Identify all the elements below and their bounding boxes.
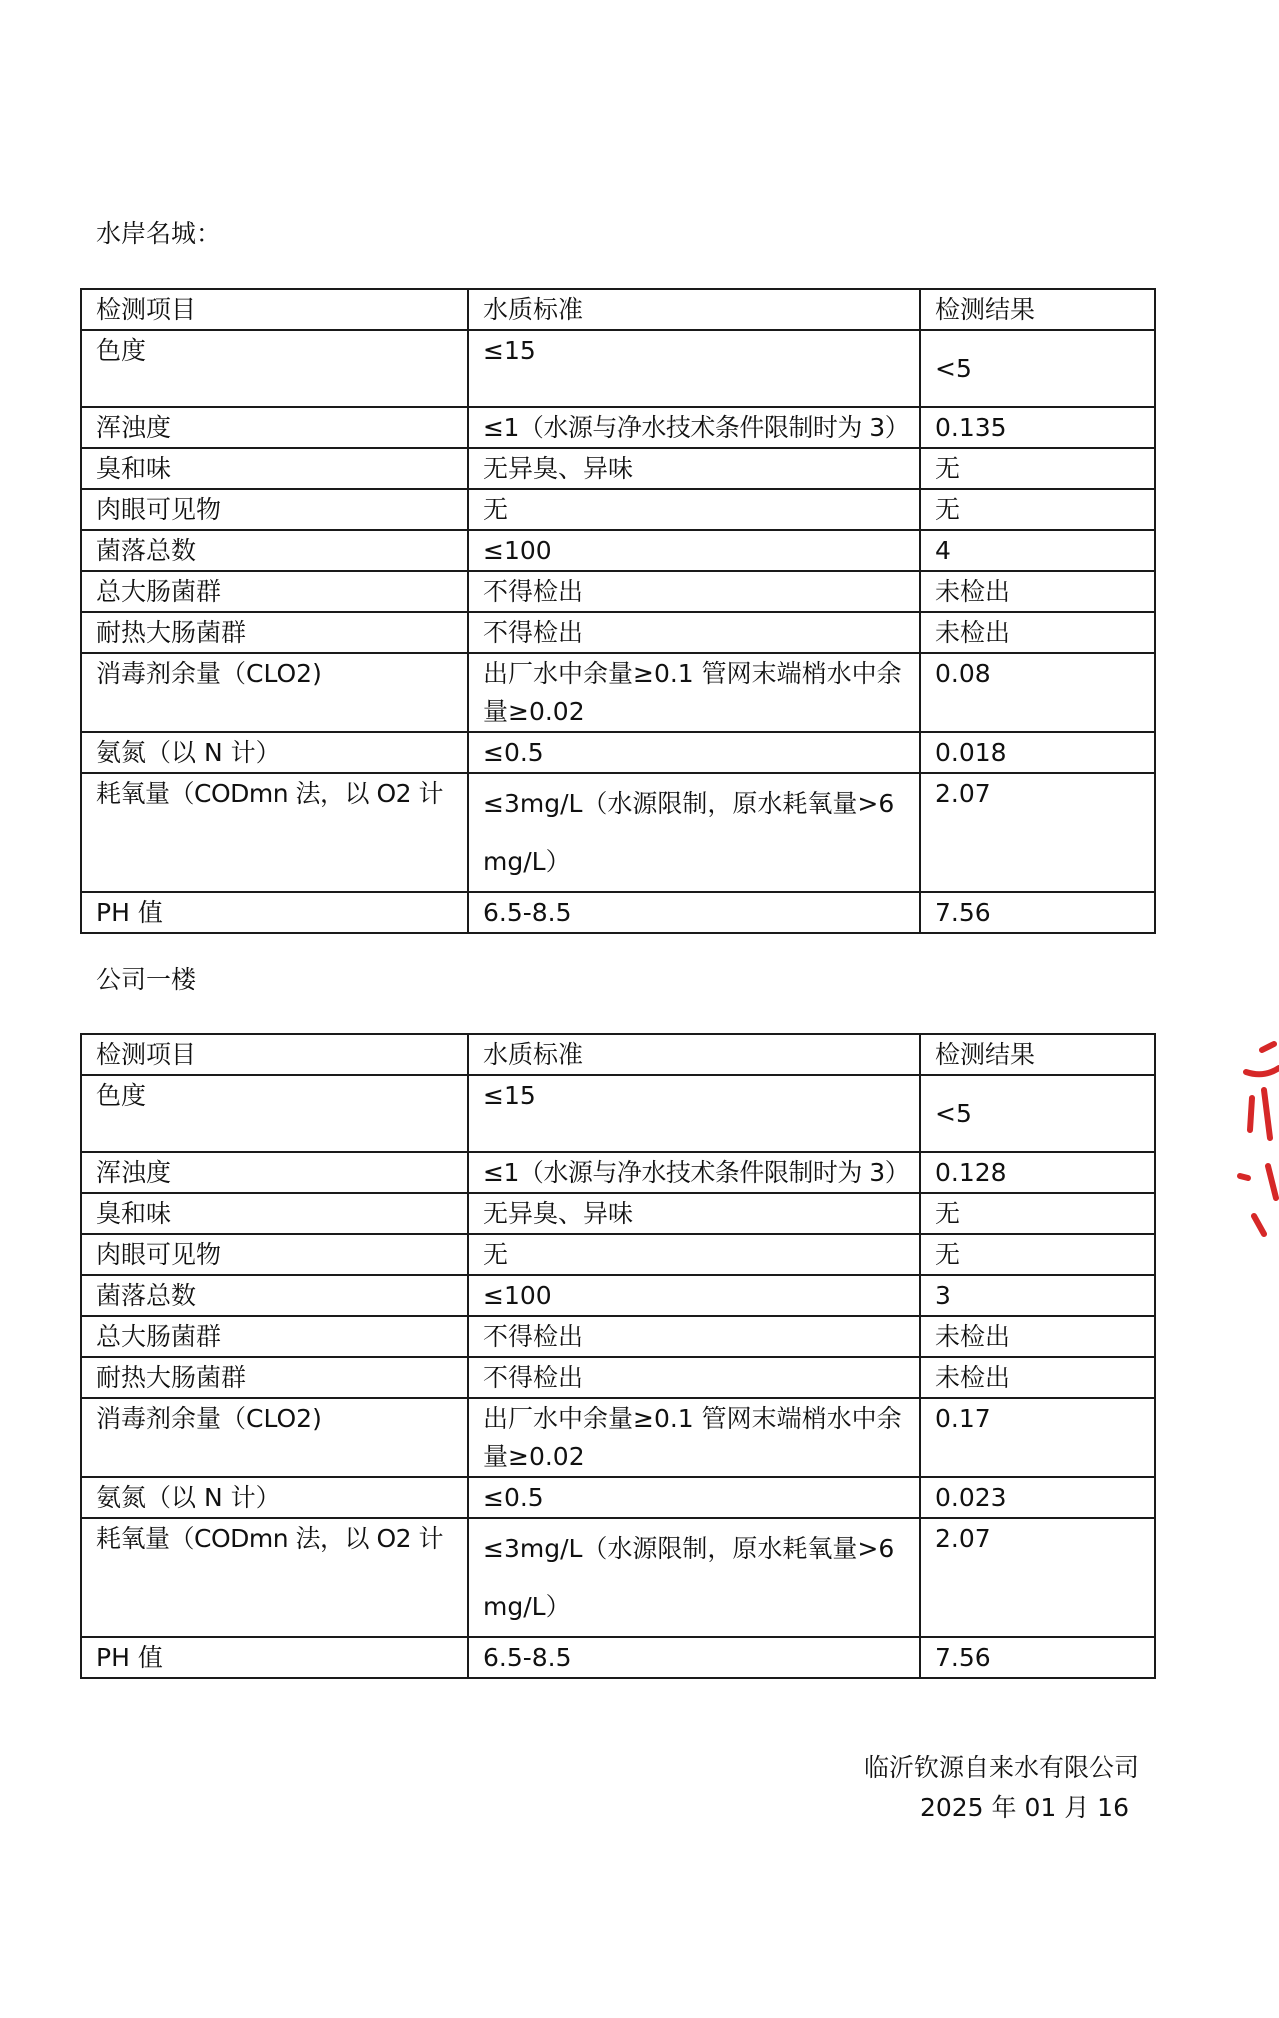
table-row	[81, 612, 1155, 653]
table-row	[81, 530, 1155, 571]
section-title-1: 水岸名城：	[96, 219, 222, 248]
cell-standard: ≤1（水源与净水技术条件限制时为 3）	[468, 1152, 920, 1193]
table-row	[81, 1316, 1155, 1357]
cell-standard: 不得检出	[468, 1357, 920, 1398]
cell-standard: 6.5-8.5	[468, 1637, 920, 1678]
table-header-row	[81, 1034, 1155, 1075]
water-quality-table-2	[80, 1033, 1156, 1679]
cell-result: 未检出	[920, 1357, 1155, 1398]
cell-standard: ≤1（水源与净水技术条件限制时为 3）	[468, 407, 920, 448]
cell-standard: 出厂水中余量≥0.1 管网末端梢水中余量≥0.02	[468, 1398, 920, 1477]
company-name: 临沂钦源自来水有限公司	[863, 1753, 1139, 1782]
water-quality-table-1	[80, 288, 1156, 934]
cell-result: 未检出	[920, 571, 1155, 612]
cell-item: 浑浊度	[81, 407, 468, 448]
cell-standard: 不得检出	[468, 612, 920, 653]
cell-item: PH 值	[81, 892, 468, 933]
cell-result: 0.08	[920, 653, 1155, 732]
cell-result: 0.135	[920, 407, 1155, 448]
header-standard: 水质标准	[468, 1034, 920, 1075]
cell-item: 浑浊度	[81, 1152, 468, 1193]
cell-result: 7.56	[920, 892, 1155, 933]
cell-result: 2.07	[920, 773, 1155, 892]
signature-block	[864, 1748, 1139, 1828]
cell-item: 菌落总数	[81, 1275, 468, 1316]
cell-result: 未检出	[920, 612, 1155, 653]
cell-item: 消毒剂余量（CLO2)	[81, 653, 468, 732]
cell-standard: ≤100	[468, 1275, 920, 1316]
cell-standard: ≤0.5	[468, 1477, 920, 1518]
cell-item: 耐热大肠菌群	[81, 612, 468, 653]
cell-standard: 无	[468, 1234, 920, 1275]
cell-result: 无	[920, 1193, 1155, 1234]
cell-result: 0.17	[920, 1398, 1155, 1477]
table-row	[81, 1477, 1155, 1518]
cell-item: 耗氧量（CODmn 法，以 O2 计	[81, 773, 468, 892]
seal-stroke	[1254, 1216, 1264, 1234]
cell-item: 耐热大肠菌群	[81, 1357, 468, 1398]
cell-result: 0.018	[920, 732, 1155, 773]
seal-stroke	[1268, 1166, 1276, 1198]
cell-standard: ≤100	[468, 530, 920, 571]
cell-item: 总大肠菌群	[81, 1316, 468, 1357]
table-row	[81, 407, 1155, 448]
table-row	[81, 1152, 1155, 1193]
cell-item: PH 值	[81, 1637, 468, 1678]
seal-stroke	[1264, 1090, 1270, 1138]
table-row	[81, 489, 1155, 530]
cell-item: 肉眼可见物	[81, 1234, 468, 1275]
table-row	[81, 1075, 1155, 1152]
table-row	[81, 1398, 1155, 1477]
table-row	[81, 1275, 1155, 1316]
cell-result: 无	[920, 448, 1155, 489]
table-row	[81, 1193, 1155, 1234]
cell-item: 氨氮（以 N 计）	[81, 732, 468, 773]
company-seal-icon	[1224, 1038, 1279, 1238]
report-date: 2025 年 01 月 16	[919, 1793, 1129, 1822]
cell-item: 氨氮（以 N 计）	[81, 1477, 468, 1518]
cell-item: 消毒剂余量（CLO2)	[81, 1398, 468, 1477]
cell-item: 臭和味	[81, 1193, 468, 1234]
header-item: 检测项目	[81, 1034, 468, 1075]
cell-result: 2.07	[920, 1518, 1155, 1637]
cell-standard: 无	[468, 489, 920, 530]
cell-item: 色度	[81, 330, 468, 407]
cell-result: 0.023	[920, 1477, 1155, 1518]
table-row	[81, 732, 1155, 773]
cell-standard: ≤0.5	[468, 732, 920, 773]
cell-standard: 不得检出	[468, 571, 920, 612]
cell-result: 7.56	[920, 1637, 1155, 1678]
cell-result: 无	[920, 489, 1155, 530]
table-row	[81, 1357, 1155, 1398]
cell-result: <5	[920, 330, 1155, 407]
seal-stroke	[1240, 1176, 1248, 1178]
cell-standard: 无异臭、异味	[468, 448, 920, 489]
cell-standard: 不得检出	[468, 1316, 920, 1357]
seal-stroke	[1250, 1098, 1252, 1130]
cell-result: 无	[920, 1234, 1155, 1275]
seal-stroke	[1262, 1044, 1274, 1050]
cell-standard: 无异臭、异味	[468, 1193, 920, 1234]
cell-standard: ≤3mg/L（水源限制，原水耗氧量>6mg/L）	[468, 1518, 920, 1637]
table-row	[81, 571, 1155, 612]
cell-result: 0.128	[920, 1152, 1155, 1193]
cell-standard: 出厂水中余量≥0.1 管网末端梢水中余量≥0.02	[468, 653, 920, 732]
table-row	[81, 330, 1155, 407]
cell-item: 总大肠菌群	[81, 571, 468, 612]
cell-result: 未检出	[920, 1316, 1155, 1357]
table-header-row	[81, 289, 1155, 330]
cell-standard: ≤15	[468, 1075, 920, 1152]
cell-item: 耗氧量（CODmn 法，以 O2 计	[81, 1518, 468, 1637]
cell-result: 3	[920, 1275, 1155, 1316]
cell-item: 臭和味	[81, 448, 468, 489]
section-title-2: 公司一楼	[96, 965, 197, 994]
table-row	[81, 1234, 1155, 1275]
header-item: 检测项目	[81, 289, 468, 330]
cell-item: 肉眼可见物	[81, 489, 468, 530]
header-result: 检测结果	[920, 1034, 1155, 1075]
seal-stroke	[1246, 1068, 1279, 1074]
table-row	[81, 653, 1155, 732]
header-result: 检测结果	[920, 289, 1155, 330]
cell-standard: ≤15	[468, 330, 920, 407]
cell-standard: ≤3mg/L（水源限制，原水耗氧量>6mg/L）	[468, 773, 920, 892]
cell-standard: 6.5-8.5	[468, 892, 920, 933]
cell-item: 菌落总数	[81, 530, 468, 571]
table-row	[81, 1518, 1155, 1637]
table-row	[81, 773, 1155, 892]
cell-result: 4	[920, 530, 1155, 571]
table-row	[81, 892, 1155, 933]
header-standard: 水质标准	[468, 289, 920, 330]
table-row	[81, 1637, 1155, 1678]
table-row	[81, 448, 1155, 489]
cell-item: 色度	[81, 1075, 468, 1152]
cell-result: <5	[920, 1075, 1155, 1152]
